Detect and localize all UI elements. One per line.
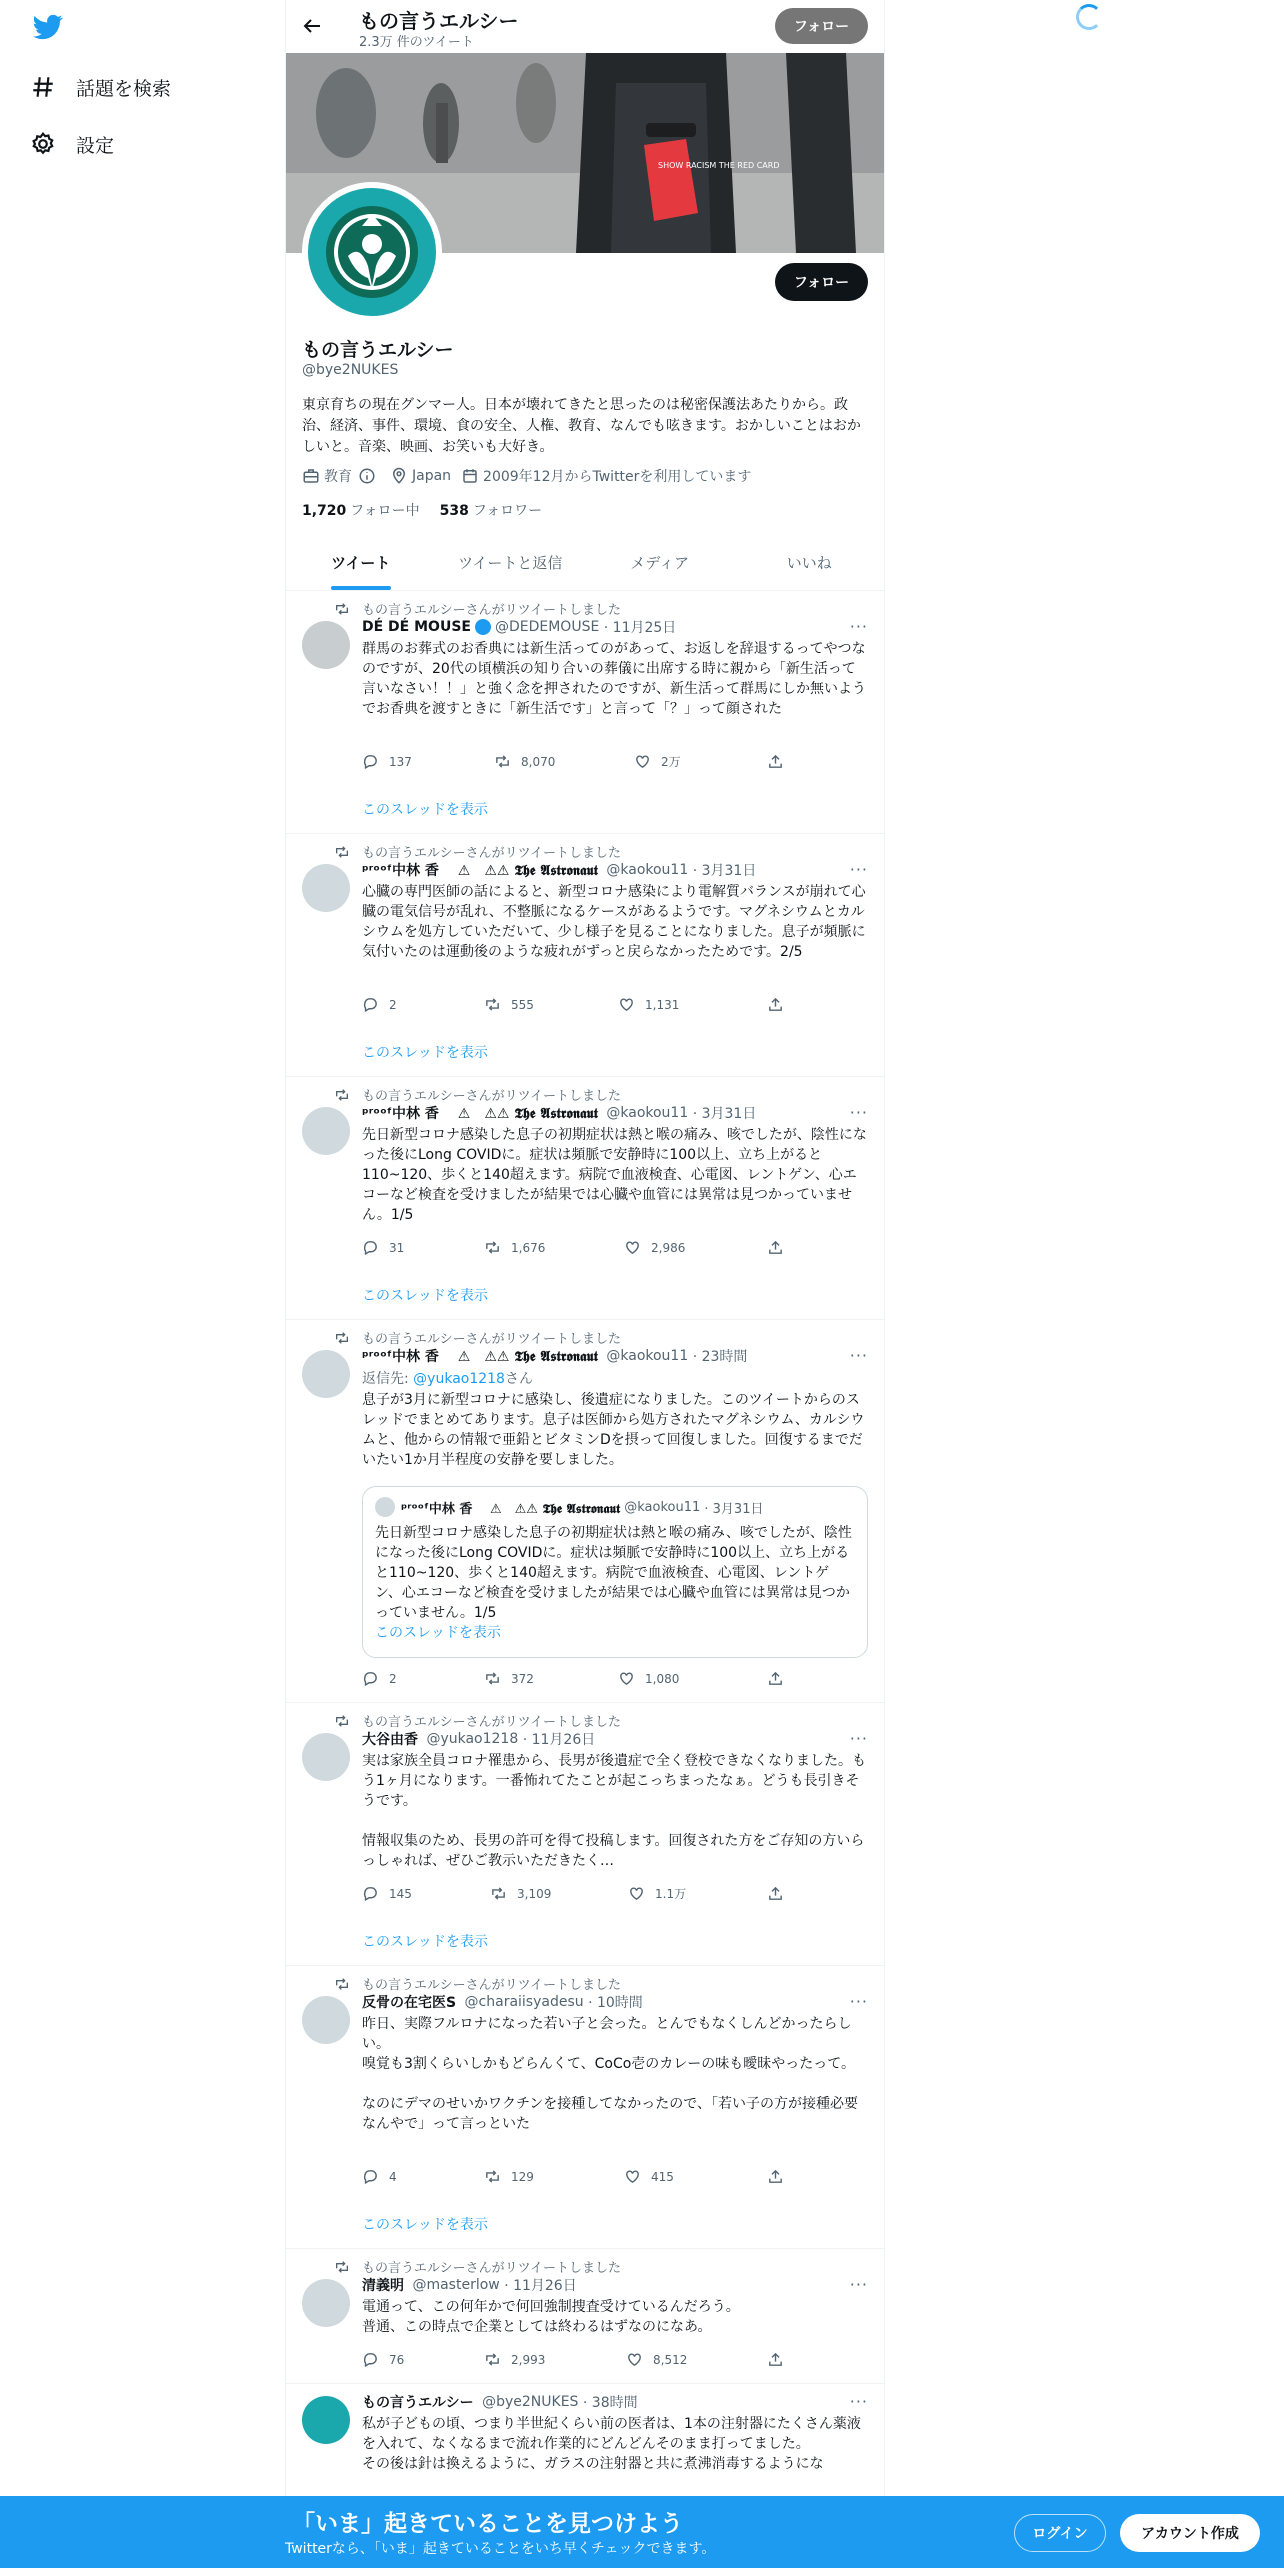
following-link[interactable]: 1,720 フォロー中 (302, 503, 420, 519)
tweet-text: 心臓の専門医師の話によると、新型コロナ感染により電解質バランスが崩れて心臓の電気信号が乱れ、不整脈になるケースがあるようです。マグネシウムとカルシウムを処方していただいて、少し様子を見ることになりました。息子が頻脈に気付いたのは運動後のような疲れがずっと戻らなかったためです。2/5 (362, 884, 866, 960)
like-button[interactable]: 2,986 (624, 1239, 685, 1256)
retweet-indicator: もの言うエルシーさんがリツイートしました (334, 1085, 621, 1104)
like-button[interactable]: 8,512 (626, 2351, 687, 2368)
verified-badge-icon (475, 619, 491, 635)
tweet-actions (362, 2168, 802, 2188)
sidebar-item-label: 話題を検索 (76, 77, 172, 100)
tweet-text: 昨日、実際フルロナになった若い子と会った。とんでもなくしんどかったらしい。 嗅覚も3割くらいしかもどらんくて、CoCo壱のカレーの味も曖昧やったって。 なのにデマのせいかワクチンを接種してなかったので、「若い子の方が接種必要なんやで」って言っといた (362, 2016, 859, 2132)
retweet-indicator: もの言うエルシーさんがリツイートしました (334, 1328, 621, 1347)
tweet[interactable] (286, 2249, 884, 2384)
avatar[interactable] (302, 1350, 350, 1398)
retweet-icon (490, 1885, 507, 1902)
tweet-actions (362, 1239, 802, 1259)
tweet-text: 先日新型コロナ感染した息子の初期症状は熱と喉の痛み、咳でしたが、陰性になった後にLong COVIDに。症状は頻脈で安静時に100以上、立ち上がると110~120、歩くと140超えます。病院で血液検査、心電図、レントゲン、心エコーなど検査を受けましたが結果では心臓や血管には異常は見つかっていません。1/5 (362, 1127, 867, 1223)
heart-icon (628, 1885, 645, 1902)
show-thread-link[interactable]: このスレッドを表示 (375, 1625, 501, 1641)
sidebar-item-label: 設定 (76, 134, 115, 157)
header-title: もの言うエルシー (359, 9, 519, 33)
share-button[interactable] (767, 996, 794, 1013)
avatar[interactable] (302, 1996, 350, 2044)
tweet-actions (362, 2351, 802, 2371)
reply-button[interactable]: 4 (362, 2168, 397, 2185)
tweet[interactable] (286, 1966, 884, 2249)
tab-tweets[interactable]: ツイート (286, 535, 436, 590)
avatar[interactable] (302, 2396, 350, 2444)
profile-bio: 東京育ちの現在グンマー人。日本が壊れてきたと思ったのは秘密保護法あたりから。政治、経済、事件、環境、食の安全、人権、教育、なんでも呟きます。おかしいことはおかしいと。音楽、映画、お笑いも大好き。 (302, 397, 861, 455)
header-tweet-count: 2.3万 件のツイート (359, 35, 474, 50)
tweet-text: 電通って、この何年かで何回強制捜査受けているんだろう。 普通、この時点で企業としては終わるはずなのになあ。 (362, 2299, 740, 2335)
share-button[interactable] (767, 1885, 794, 1902)
retweet-indicator: もの言うエルシーさんがリツイートしました (334, 1974, 621, 1993)
share-icon (767, 1239, 784, 1256)
show-thread-link[interactable]: このスレッドを表示 (362, 802, 488, 818)
reply-to-link[interactable]: @yukao1218 (413, 1371, 505, 1387)
retweet-button[interactable]: 372 (484, 1670, 534, 1687)
tweet[interactable] (286, 1320, 884, 1703)
tweet-text: 実は家族全員コロナ罹患から、長男が後遺症で全く登校できなくなりました。もう1ヶ月になります。一番怖れてたことが起こっちまったなぁ。どうも長引きそうです。 情報収集のため、長男の許可を得て投稿します。回復された方をご存知の方いらっしゃれば、ぜひご教示いただきたく… (362, 1753, 866, 1869)
follow-button[interactable]: フォロー (775, 263, 868, 301)
retweet-icon (334, 1976, 350, 1992)
share-icon (767, 2351, 784, 2368)
tweet-header: ᵖʳᵒᵒᶠ中林 香 ⚠︎ ⚠︎⚠︎ 𝕿𝖍𝖊 𝕬𝖘𝖙𝖗𝖔𝖓𝖆𝖚𝖙 @kaokou11 · 3月31日 (362, 1105, 757, 1122)
retweet-button[interactable]: 555 (484, 996, 534, 1013)
share-icon (767, 1670, 784, 1687)
tweet-actions (362, 753, 802, 773)
retweet-indicator: もの言うエルシーさんがリツイートしました (334, 1711, 621, 1730)
like-button[interactable]: 1,131 (618, 996, 679, 1013)
share-icon (767, 2168, 784, 2185)
share-icon (767, 753, 784, 770)
heart-icon (626, 2351, 643, 2368)
signup-button[interactable]: アカウント作成 (1120, 2514, 1260, 2552)
reply-icon (362, 2168, 379, 2185)
share-icon (767, 1885, 784, 1902)
sidebar-item-explore[interactable] (30, 67, 171, 107)
login-button[interactable]: ログイン (1014, 2514, 1106, 2552)
profile-stats (302, 500, 562, 520)
tweet-header: 反骨の在宅医S @charaiisyadesu · 10時間 (362, 1994, 643, 2011)
tweet-text: 息子が3月に新型コロナに感染し、後遺症になりました。このツイートからのスレッドでまとめてあります。息子は医師から処方されたマグネシウム、カルシウムと、他からの情報で亜鉛とビタミンDを摂って回復しました。回復するまでだいたい1か月半程度の安静を要しました。 (362, 1392, 865, 1468)
tweet[interactable] (286, 1703, 884, 1966)
tweet[interactable] (286, 834, 884, 1077)
twitter-logo-icon[interactable] (30, 12, 66, 42)
signup-prompt-title: 「いま」起きていることを見つけよう (292, 2511, 683, 2537)
retweet-icon (484, 1239, 501, 1256)
back-arrow-icon[interactable] (300, 14, 324, 38)
sidebar-item-settings[interactable] (30, 124, 114, 164)
retweet-icon (334, 1713, 350, 1729)
tweet[interactable] (286, 1077, 884, 1320)
quoted-tweet-header: ᵖʳᵒᵒᶠ中林 香 ⚠︎ ⚠︎⚠︎ 𝕿𝖍𝖊 𝕬𝖘𝖙𝖗𝖔𝖓𝖆𝖚𝖙 @kaokou11 · 3月31日 (375, 1497, 763, 1517)
briefcase-icon (302, 467, 320, 485)
profile-meta (302, 466, 761, 486)
more-options-icon[interactable]: ··· (849, 1346, 868, 1365)
profile-avatar[interactable] (302, 182, 442, 322)
heart-icon (618, 1670, 635, 1687)
more-options-icon[interactable]: ··· (849, 2275, 868, 2294)
reply-context: 返信先: @yukao1218さん (362, 1371, 533, 1387)
reply-icon (362, 1670, 379, 1687)
hashtag-icon (30, 74, 56, 100)
show-thread-link[interactable]: このスレッドを表示 (362, 1045, 488, 1061)
tweet-actions (362, 1670, 802, 1690)
show-thread-link[interactable]: このスレッドを表示 (362, 1934, 488, 1950)
retweet-button[interactable]: 3,109 (490, 1885, 551, 1902)
reply-icon (362, 1885, 379, 1902)
quoted-tweet-text: 先日新型コロナ感染した息子の初期症状は熱と喉の痛み、咳でしたが、陰性になった後にLong COVIDに。症状は頻脈で安静時に100以上、立ち上がると110~120、歩くと140超えます。病院で血液検査、心電図、レントゲン、心エコーなど検査を受けましたが結果では心臓や血管には異常は見つかっていません。1/5 (375, 1525, 852, 1621)
retweet-icon (334, 1087, 350, 1103)
profile-category: 教育 (302, 466, 380, 486)
reply-button[interactable]: 145 (362, 1885, 412, 1902)
tweet-text: 群馬のお葬式のお香典には新生活ってのがあって、お返しを辞退するってやつなのですが、20代の頃横浜の知り合いの葬儀に出席する時に親から「新生活って言いなさい！！」と強く念を押されたのですが、新生活って群馬にしか無いようでお香典を渡すときに「新生活です」と言って「？」って顔された (362, 641, 866, 717)
tweet[interactable] (286, 591, 884, 834)
tweet-header: ᵖʳᵒᵒᶠ中林 香 ⚠︎ ⚠︎⚠︎ 𝕿𝖍𝖊 𝕬𝖘𝖙𝖗𝖔𝖓𝖆𝖚𝖙 @kaokou11 · 23時間 (362, 1348, 748, 1365)
header-follow-button[interactable]: フォロー (775, 8, 868, 44)
retweet-icon (484, 1670, 501, 1687)
like-button[interactable]: 415 (624, 2168, 674, 2185)
reply-button[interactable]: 76 (362, 2351, 404, 2368)
profile-tabs (286, 535, 884, 591)
profile-handle: @bye2NUKES (302, 362, 399, 378)
share-button[interactable] (767, 1670, 794, 1687)
starbucks-logo-icon (306, 186, 438, 318)
profile-location: Japan (390, 467, 451, 485)
profile-joined: 2009年12月からTwitterを利用しています (461, 466, 751, 486)
show-thread-link[interactable]: このスレッドを表示 (362, 1288, 488, 1304)
avatar[interactable] (302, 1107, 350, 1155)
reply-button[interactable]: 137 (362, 753, 412, 770)
main-column (285, 0, 885, 2568)
avatar[interactable] (302, 2279, 350, 2327)
tweet-header: ᵖʳᵒᵒᶠ中林 香 ⚠︎ ⚠︎⚠︎ 𝕿𝖍𝖊 𝕬𝖘𝖙𝖗𝖔𝖓𝖆𝖚𝖙 @kaokou11 · 3月31日 (362, 862, 757, 879)
followers-link[interactable]: 538 フォロワー (439, 503, 543, 519)
retweet-icon (484, 2168, 501, 2185)
reply-button[interactable]: 2 (362, 996, 397, 1013)
retweet-icon (494, 753, 511, 770)
share-button[interactable] (767, 2168, 794, 2185)
avatar[interactable] (302, 864, 350, 912)
heart-icon (624, 1239, 641, 1256)
reply-icon (362, 1239, 379, 1256)
more-options-icon[interactable]: ··· (849, 1103, 868, 1122)
tweet-header: 清義明 @masterlow · 11月26日 (362, 2277, 577, 2294)
more-options-icon[interactable]: ··· (849, 1992, 868, 2011)
retweet-icon (334, 601, 350, 617)
loading-spinner-icon (1076, 4, 1102, 30)
share-icon (767, 996, 784, 1013)
avatar (375, 1497, 395, 1517)
tweet-header: DÉ DÉ MOUSE @DEDEMOUSE · 11月25日 (362, 619, 677, 636)
more-options-icon[interactable]: ··· (849, 1729, 868, 1748)
signup-prompt-subtitle: Twitterなら、「いま」起きていることをいち早くチェックできます。 (285, 2541, 716, 2557)
avatar[interactable] (302, 1733, 350, 1781)
more-options-icon[interactable]: ··· (849, 617, 868, 636)
avatar[interactable] (302, 621, 350, 669)
like-button[interactable]: 2万 (634, 753, 681, 770)
more-options-icon[interactable]: ··· (849, 860, 868, 879)
share-button[interactable] (767, 2351, 794, 2368)
retweet-indicator: もの言うエルシーさんがリツイートしました (334, 842, 621, 861)
tweet-actions (362, 996, 802, 1016)
reply-button[interactable]: 2 (362, 1670, 397, 1687)
gear-icon (30, 131, 56, 157)
tab-tweets-and-replies[interactable]: ツイートと返信 (458, 554, 563, 572)
retweet-indicator: もの言うエルシーさんがリツイートしました (334, 2257, 621, 2276)
tweet-header: 大谷由香 @yukao1218 · 11月26日 (362, 1731, 596, 1748)
calendar-icon (461, 467, 479, 485)
info-icon[interactable] (358, 467, 376, 485)
retweet-button[interactable]: 8,070 (494, 753, 555, 770)
like-button[interactable]: 1,080 (618, 1670, 679, 1687)
location-pin-icon (390, 467, 408, 485)
retweet-indicator: もの言うエルシーさんがリツイートしました (334, 599, 621, 618)
reply-button[interactable]: 31 (362, 1239, 404, 1256)
retweet-icon (484, 996, 501, 1013)
retweet-icon (334, 1330, 350, 1346)
retweet-icon (334, 844, 350, 860)
reply-icon (362, 996, 379, 1013)
profile-name: もの言うエルシー (302, 339, 454, 361)
retweet-icon (484, 2351, 501, 2368)
reply-icon (362, 2351, 379, 2368)
share-button[interactable] (767, 1239, 794, 1256)
reply-icon (362, 753, 379, 770)
more-options-icon[interactable]: ··· (849, 2392, 868, 2411)
retweet-button[interactable]: 2,993 (484, 2351, 545, 2368)
profile-header (286, 0, 884, 53)
retweet-button[interactable]: 129 (484, 2168, 534, 2185)
like-button[interactable]: 1.1万 (628, 1885, 686, 1902)
signup-prompt-bar (0, 2496, 1284, 2568)
show-thread-link[interactable]: このスレッドを表示 (362, 2217, 488, 2233)
heart-icon (618, 996, 635, 1013)
heart-icon (624, 2168, 641, 2185)
tab-likes[interactable]: いいね (786, 554, 832, 572)
heart-icon (634, 753, 651, 770)
quoted-tweet[interactable] (362, 1486, 868, 1658)
tweet-actions (362, 1885, 802, 1905)
tweet-text: 私が子どもの頃、つまり半世紀くらい前の医者は、1本の注射器にたくさん薬液を入れて、なくなるまで流れ作業的にどんどんそのまま打ってました。 その後は針は換えるように、ガラスの注射器と共に煮沸消毒するようにな (362, 2416, 861, 2472)
share-button[interactable] (767, 753, 794, 770)
banner-badge-text: SHOW RACISM THE RED CARD (658, 161, 780, 170)
tab-media[interactable]: メディア (630, 554, 690, 572)
tweet-header: もの言うエルシー @bye2NUKES · 38時間 (362, 2394, 638, 2411)
retweet-button[interactable]: 1,676 (484, 1239, 545, 1256)
retweet-icon (334, 2259, 350, 2275)
